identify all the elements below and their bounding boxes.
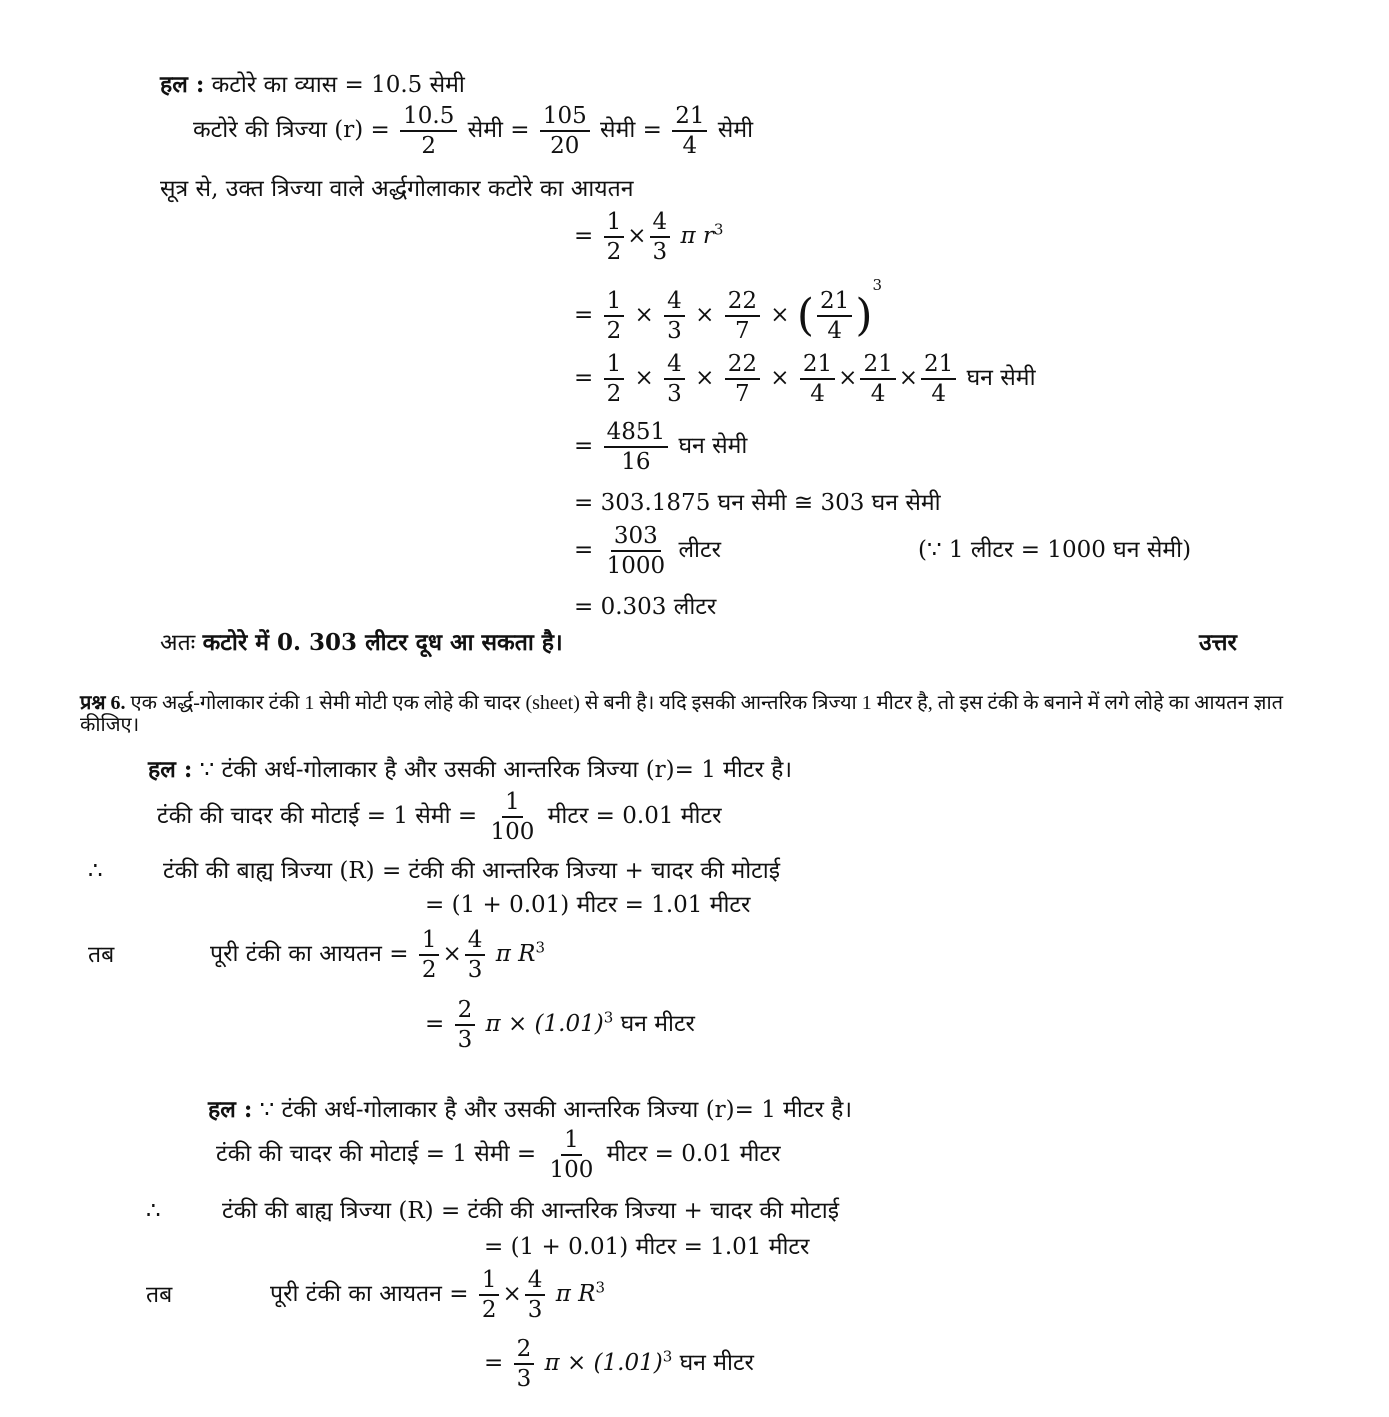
s1-line-9: = $\frac{303}{1000}$ लीटर: [574, 523, 722, 580]
s1-line-2: कटोरे की त्रिज्या (r) = $\frac{10.5}{2}$ सेमी = $\frac{105}{20}$ सेमी = $\frac{21}{4}$ सेमी: [193, 103, 754, 160]
s1-line-6: = $\frac{1}{2}$ × $\frac{4}{3}$ × $\frac{22}{7}$ × $\frac{21}{4}$ × $\frac{21}{4}$ × $\frac{21}{4}$ घन सेमी: [574, 351, 1036, 408]
answer-label: उत्तर: [1199, 629, 1237, 656]
sol-line-3: टंकी की बाह्य त्रिज्या (R) = टंकी की आन्तरिक त्रिज्या + चादर की मोटाई: [222, 1198, 840, 1224]
fraction: $\frac{2}{3}$: [455, 998, 476, 1052]
s1-line-10: = 0.303 लीटर: [574, 594, 717, 620]
tab-word: तब: [88, 942, 115, 968]
sol-line-6: = $\frac{2}{3}$ $\pi \times (1.01)^3$ घन मीटर: [484, 1336, 754, 1393]
fraction: $\frac{1}{100}$: [549, 1127, 594, 1184]
sol-line-3: टंकी की बाह्य त्रिज्या (R) = टंकी की आन्तरिक त्रिज्या + चादर की मोटाई: [163, 858, 781, 884]
sol-line-1: हल : ∵ टंकी अर्ध-गोलाकार है और उसकी आन्तरिक त्रिज्या (r)= 1 मीटर है।: [148, 756, 793, 783]
fraction: $\frac{10.5}{2}$: [400, 104, 457, 158]
sol-line-4: = (1 + 0.01) मीटर = 1.01 मीटर: [484, 1234, 810, 1260]
fraction: $\frac{1}{2}$: [419, 928, 440, 982]
fraction: $\frac{4}{3}$: [525, 1268, 546, 1322]
s1-line-1: हल : कटोरे का व्यास = 10.5 सेमी: [160, 71, 465, 98]
s1-line-7: = $\frac{4851}{16}$ घन सेमी: [574, 419, 748, 476]
fraction: $\frac{21}{4}$: [817, 289, 852, 343]
fraction: $\frac{4}{3}$: [664, 289, 685, 343]
fraction: $\frac{21}{4}$: [921, 352, 956, 406]
s1-conclusion: अतः कटोरे में 0. 303 लीटर दूध आ सकता है।: [160, 629, 563, 656]
sol-line-1: हल : ∵ टंकी अर्ध-गोलाकार है और उसकी आन्तरिक त्रिज्या (r)= 1 मीटर है।: [208, 1096, 853, 1123]
s1-line-3: सूत्र से, उक्त त्रिज्या वाले अर्द्धगोलाकार कटोरे का आयतन: [160, 176, 634, 202]
conversion-note: (∵ 1 लीटर = 1000 घन सेमी): [918, 537, 1192, 563]
fraction: $\frac{4}{3}$: [465, 928, 486, 982]
fraction: $\frac{303}{1000}$: [606, 523, 666, 580]
fraction: $\frac{22}{7}$: [725, 289, 760, 343]
question-6: प्रश्न 6. एक अर्द्ध-गोलाकार टंकी 1 सेमी मोटी एक लोहे की चादर (sheet) से बनी है। यदि इसकी आन्तरिक त्रिज्या 1 मीटर है, तो इस टंकी के बनाने में लगे लोहे का आयतन ज्ञात कीजिए।: [80, 692, 1284, 736]
sol-line-5: पूरी टंकी का आयतन = $\frac{1}{2}$ × $\frac{4}{3}$ π $R^3$: [270, 1267, 605, 1324]
therefore-symbol: ∴: [146, 1198, 161, 1224]
s1-line-8: = 303.1875 घन सेमी ≅ 303 घन सेमी: [574, 490, 941, 516]
solution-label: हल :: [160, 71, 205, 98]
question-label: प्रश्न 6.: [80, 692, 126, 714]
fraction: $\frac{21}{4}$: [672, 104, 707, 158]
fraction: $\frac{2}{3}$: [514, 1337, 535, 1391]
fraction: $\frac{21}{4}$: [800, 352, 835, 406]
fraction: $\frac{1}{2}$: [479, 1268, 500, 1322]
s1-line-5: = $\frac{1}{2}$ × $\frac{4}{3}$ × $\frac{22}{7}$ × ( $\frac{21}{4}$ )$^3$: [574, 276, 883, 344]
fraction: $\frac{1}{100}$: [490, 789, 535, 846]
sol-line-2: टंकी की चादर की मोटाई = 1 सेमी = $\frac{1}{100}$ मीटर = 0.01 मीटर: [216, 1127, 781, 1184]
fraction: $\frac{1}{2}$: [604, 352, 625, 406]
tab-word: तब: [146, 1282, 173, 1308]
sol-line-4: = (1 + 0.01) मीटर = 1.01 मीटर: [425, 892, 751, 918]
fraction: $\frac{1}{2}$: [604, 289, 625, 343]
fraction: $\frac{4}{3}$: [664, 352, 685, 406]
fraction: $\frac{105}{20}$: [540, 104, 590, 158]
fraction: $\frac{22}{7}$: [725, 352, 760, 406]
fraction: $\frac{1}{2}$: [604, 210, 625, 264]
s1-line-4: = $\frac{1}{2}$ × $\frac{4}{3}$ π $r^3$: [574, 209, 724, 266]
sol-line-2: टंकी की चादर की मोटाई = 1 सेमी = $\frac{1}{100}$ मीटर = 0.01 मीटर: [157, 789, 722, 846]
therefore-symbol: ∴: [88, 858, 103, 884]
fraction: $\frac{4851}{16}$: [604, 420, 669, 474]
fraction: $\frac{4}{3}$: [650, 210, 671, 264]
sol-line-5: पूरी टंकी का आयतन = $\frac{1}{2}$ × $\frac{4}{3}$ π $R^3$: [210, 927, 545, 984]
fraction: $\frac{21}{4}$: [860, 352, 895, 406]
sol-line-6: = $\frac{2}{3}$ $\pi \times (1.01)^3$ घन मीटर: [425, 997, 695, 1054]
